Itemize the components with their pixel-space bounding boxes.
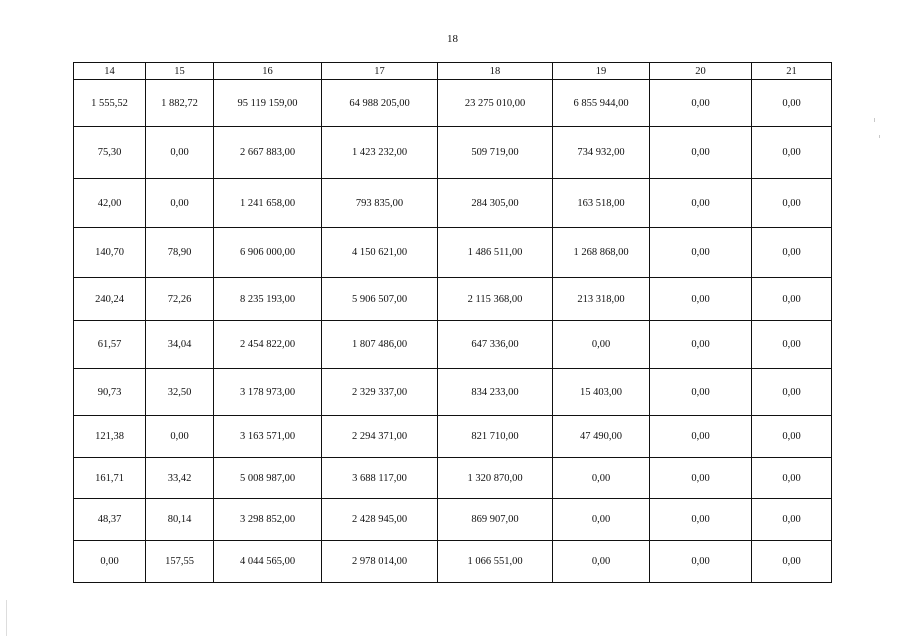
table-cell: 1 320 870,00 xyxy=(438,458,553,499)
table-cell: 0,00 xyxy=(752,369,832,416)
table-cell: 2 667 883,00 xyxy=(214,127,322,179)
column-header: 18 xyxy=(438,63,553,80)
table-cell: 0,00 xyxy=(650,541,752,583)
table-cell: 3 163 571,00 xyxy=(214,416,322,458)
table-cell: 140,70 xyxy=(74,228,146,278)
data-table xyxy=(73,62,832,583)
table-cell: 0,00 xyxy=(650,458,752,499)
table-cell: 23 275 010,00 xyxy=(438,80,553,127)
table-cell: 1 241 658,00 xyxy=(214,179,322,228)
table-cell: 5 008 987,00 xyxy=(214,458,322,499)
table-cell: 90,73 xyxy=(74,369,146,416)
table-row xyxy=(74,321,832,369)
table-cell: 2 115 368,00 xyxy=(438,278,553,321)
table-cell: 4 150 621,00 xyxy=(322,228,438,278)
table-cell: 0,00 xyxy=(752,499,832,541)
scan-mark xyxy=(6,600,7,636)
table-cell: 0,00 xyxy=(752,278,832,321)
table-row xyxy=(74,416,832,458)
table-row xyxy=(74,127,832,179)
table-row xyxy=(74,228,832,278)
table-cell: 33,42 xyxy=(146,458,214,499)
table-cell: 78,90 xyxy=(146,228,214,278)
table-cell: 0,00 xyxy=(650,321,752,369)
table-cell: 0,00 xyxy=(650,228,752,278)
table-cell: 47 490,00 xyxy=(553,416,650,458)
table-cell: 72,26 xyxy=(146,278,214,321)
table-cell: 163 518,00 xyxy=(553,179,650,228)
table-cell: 0,00 xyxy=(650,127,752,179)
table-cell: 48,37 xyxy=(74,499,146,541)
table-cell: 157,55 xyxy=(146,541,214,583)
scan-mark xyxy=(874,118,875,122)
table-row xyxy=(74,80,832,127)
column-header: 20 xyxy=(650,63,752,80)
table-cell: 61,57 xyxy=(74,321,146,369)
table-cell: 0,00 xyxy=(146,127,214,179)
table-cell: 3 298 852,00 xyxy=(214,499,322,541)
table-cell: 0,00 xyxy=(146,416,214,458)
table-cell: 1 423 232,00 xyxy=(322,127,438,179)
table-cell: 834 233,00 xyxy=(438,369,553,416)
table-cell: 15 403,00 xyxy=(553,369,650,416)
table-row xyxy=(74,499,832,541)
table-row xyxy=(74,458,832,499)
table-cell: 1 486 511,00 xyxy=(438,228,553,278)
table-cell: 2 454 822,00 xyxy=(214,321,322,369)
table-cell: 2 428 945,00 xyxy=(322,499,438,541)
table-cell: 0,00 xyxy=(146,179,214,228)
table-cell: 0,00 xyxy=(553,321,650,369)
table-cell: 0,00 xyxy=(752,228,832,278)
table-cell: 5 906 507,00 xyxy=(322,278,438,321)
table-cell: 0,00 xyxy=(650,369,752,416)
table-cell: 284 305,00 xyxy=(438,179,553,228)
header-row xyxy=(74,63,832,80)
column-header: 17 xyxy=(322,63,438,80)
table-cell: 647 336,00 xyxy=(438,321,553,369)
table-cell: 0,00 xyxy=(650,499,752,541)
table-cell: 0,00 xyxy=(752,179,832,228)
table-cell: 4 044 565,00 xyxy=(214,541,322,583)
table-cell: 734 932,00 xyxy=(553,127,650,179)
table-cell: 0,00 xyxy=(752,127,832,179)
table-cell: 8 235 193,00 xyxy=(214,278,322,321)
table-cell: 121,38 xyxy=(74,416,146,458)
table-cell: 0,00 xyxy=(74,541,146,583)
table-row xyxy=(74,541,832,583)
table-cell: 161,71 xyxy=(74,458,146,499)
table-cell: 6 906 000,00 xyxy=(214,228,322,278)
table-cell: 0,00 xyxy=(553,541,650,583)
table-cell: 42,00 xyxy=(74,179,146,228)
table-cell: 213 318,00 xyxy=(553,278,650,321)
table-cell: 869 907,00 xyxy=(438,499,553,541)
table-cell: 32,50 xyxy=(146,369,214,416)
table-cell: 0,00 xyxy=(650,416,752,458)
table-row xyxy=(74,369,832,416)
table-cell: 0,00 xyxy=(553,499,650,541)
scan-mark xyxy=(879,135,880,138)
column-header: 21 xyxy=(752,63,832,80)
table-cell: 0,00 xyxy=(752,80,832,127)
table-cell: 3 178 973,00 xyxy=(214,369,322,416)
column-header: 15 xyxy=(146,63,214,80)
table-cell: 0,00 xyxy=(752,541,832,583)
column-header: 19 xyxy=(553,63,650,80)
table-cell: 75,30 xyxy=(74,127,146,179)
table-cell: 1 807 486,00 xyxy=(322,321,438,369)
table-cell: 821 710,00 xyxy=(438,416,553,458)
table-cell: 1 066 551,00 xyxy=(438,541,553,583)
page-number: 18 xyxy=(447,33,458,45)
table-cell: 2 978 014,00 xyxy=(322,541,438,583)
table-cell: 0,00 xyxy=(553,458,650,499)
table-cell: 0,00 xyxy=(650,278,752,321)
column-header: 14 xyxy=(74,63,146,80)
table-cell: 1 555,52 xyxy=(74,80,146,127)
table-cell: 95 119 159,00 xyxy=(214,80,322,127)
table-cell: 0,00 xyxy=(752,458,832,499)
table-cell: 509 719,00 xyxy=(438,127,553,179)
table-cell: 2 294 371,00 xyxy=(322,416,438,458)
table-cell: 0,00 xyxy=(650,179,752,228)
table-cell: 64 988 205,00 xyxy=(322,80,438,127)
table-row xyxy=(74,179,832,228)
table-row xyxy=(74,278,832,321)
table-cell: 793 835,00 xyxy=(322,179,438,228)
table-cell: 1 268 868,00 xyxy=(553,228,650,278)
table-cell: 1 882,72 xyxy=(146,80,214,127)
table-cell: 0,00 xyxy=(752,416,832,458)
column-header: 16 xyxy=(214,63,322,80)
table-cell: 34,04 xyxy=(146,321,214,369)
table-cell: 6 855 944,00 xyxy=(553,80,650,127)
table-cell: 80,14 xyxy=(146,499,214,541)
table-cell: 0,00 xyxy=(650,80,752,127)
table-cell: 240,24 xyxy=(74,278,146,321)
table-cell: 3 688 117,00 xyxy=(322,458,438,499)
table-cell: 2 329 337,00 xyxy=(322,369,438,416)
table-cell: 0,00 xyxy=(752,321,832,369)
